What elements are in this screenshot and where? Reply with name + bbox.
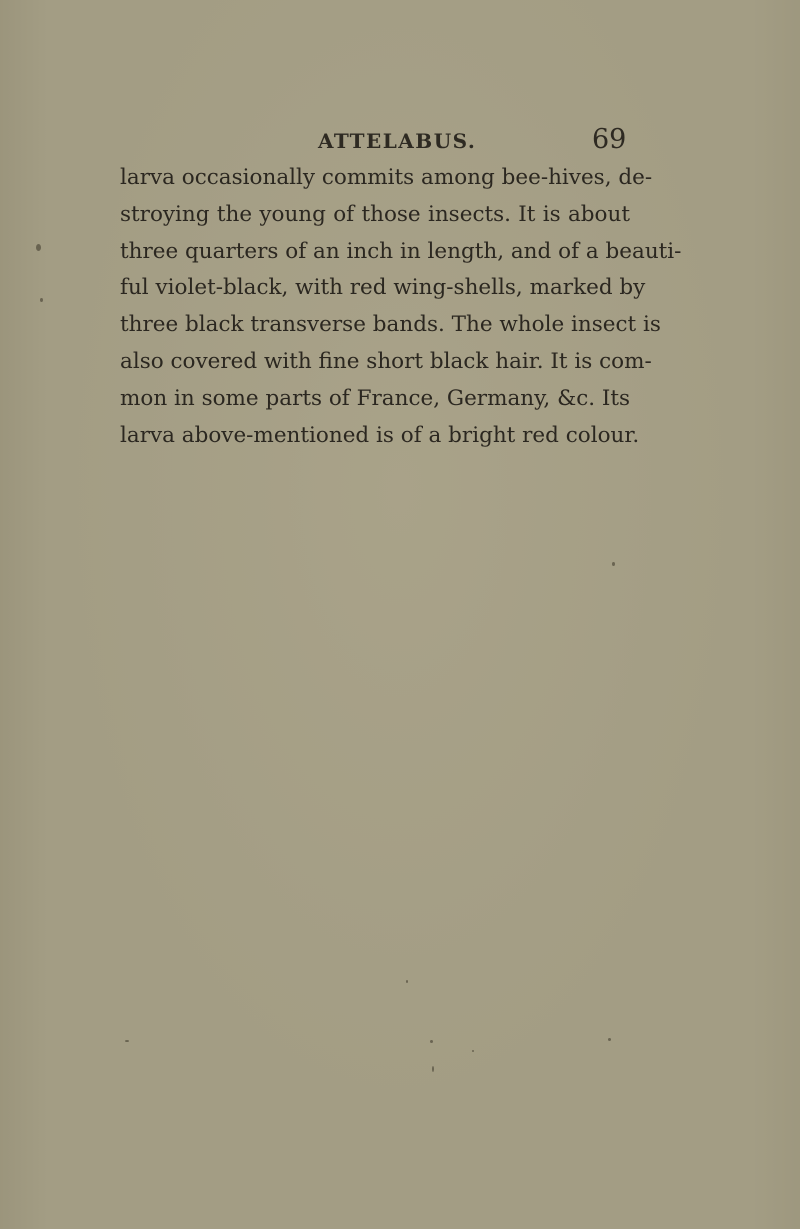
paper-speck: [40, 298, 43, 302]
paper-speck: [430, 1040, 433, 1043]
running-head: ATTELABUS.: [318, 129, 477, 153]
body-paragraph: [120, 160, 682, 454]
text-line: ful violet-black, with red wing-shells, marked by: [120, 275, 646, 301]
paper-speck: [472, 1050, 474, 1052]
text-line: three black transverse bands. The whole insect is: [120, 312, 661, 338]
paper-speck: [406, 980, 408, 983]
page-number: 69: [592, 124, 627, 155]
text-line: larva occasionally commits among bee-hives, de-: [120, 165, 653, 190]
paper-speck: [608, 1038, 611, 1041]
text-line: larva above-mentioned is of a bright red colour.: [120, 422, 640, 448]
paper-speck: [36, 244, 41, 251]
text-line: mon in some parts of France, Germany, &c. Its: [120, 385, 631, 411]
text-line: also covered with fine short black hair. It is com-: [120, 348, 652, 374]
text-line: stroying the young of those insects. It is about: [120, 201, 630, 227]
paper-speck: [432, 1066, 434, 1072]
text-line: three quarters of an inch in length, and of a beauti-: [120, 238, 682, 264]
paper-speck: [125, 1040, 129, 1042]
paper-speck: [612, 562, 615, 566]
